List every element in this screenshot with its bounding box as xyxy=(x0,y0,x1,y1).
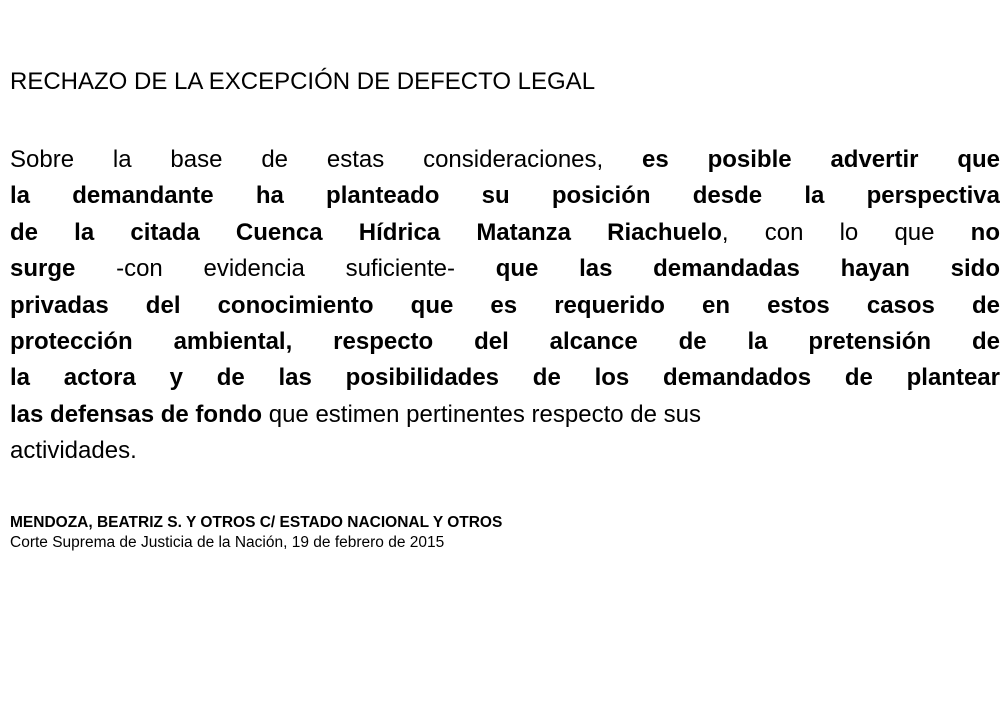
paragraph-line xyxy=(10,215,1000,251)
paragraph-line xyxy=(10,251,1000,287)
paragraph-line xyxy=(10,360,1000,396)
text-run: -con evidencia suficiente- xyxy=(75,255,496,283)
court-and-date: Corte Suprema de Justicia de la Nación, 19 de febrero de 2015 xyxy=(10,534,445,551)
quote-paragraph xyxy=(10,142,1000,470)
text-run: , con lo que xyxy=(721,218,971,246)
paragraph-line xyxy=(10,142,1000,178)
bold-text-run: las defensas de fondo xyxy=(10,400,263,428)
text-run: Sobre la base de estas consideraciones, xyxy=(10,146,643,173)
case-citation xyxy=(10,513,502,553)
bold-text-run: no xyxy=(970,218,1000,246)
slide-heading: RECHAZO DE LA EXCEPCIÓN DE DEFECTO LEGAL xyxy=(10,68,596,95)
text-run: actividades. xyxy=(10,437,137,465)
case-title: MENDOZA, BEATRIZ S. Y OTROS C/ ESTADO NACIONAL Y OTROS xyxy=(10,514,503,531)
paragraph-line xyxy=(10,324,1000,360)
paragraph-line xyxy=(10,288,1000,324)
bold-text-run: que las demandadas hayan sido xyxy=(495,255,1000,283)
bold-text-run: la demandante ha planteado su posición desde la perspectiva xyxy=(10,182,1000,210)
bold-text-run: privadas del conocimiento que es requerido en estos casos de xyxy=(10,291,1000,319)
text-run: que estimen pertinentes respecto de sus xyxy=(262,400,701,428)
bold-text-run: surge xyxy=(10,255,76,283)
paragraph-line xyxy=(10,433,1000,469)
bold-text-run: protección ambiental, respecto del alcance de la pretensión de xyxy=(10,328,1000,356)
bold-text-run: es posible advertir que xyxy=(642,146,1000,173)
bold-text-run: la actora y de las posibilidades de los demandados de plantear xyxy=(10,364,1000,392)
paragraph-line xyxy=(10,397,1000,433)
paragraph-line xyxy=(10,178,1000,214)
bold-text-run: de la citada Cuenca Hídrica Matanza Riachuelo xyxy=(10,218,722,246)
